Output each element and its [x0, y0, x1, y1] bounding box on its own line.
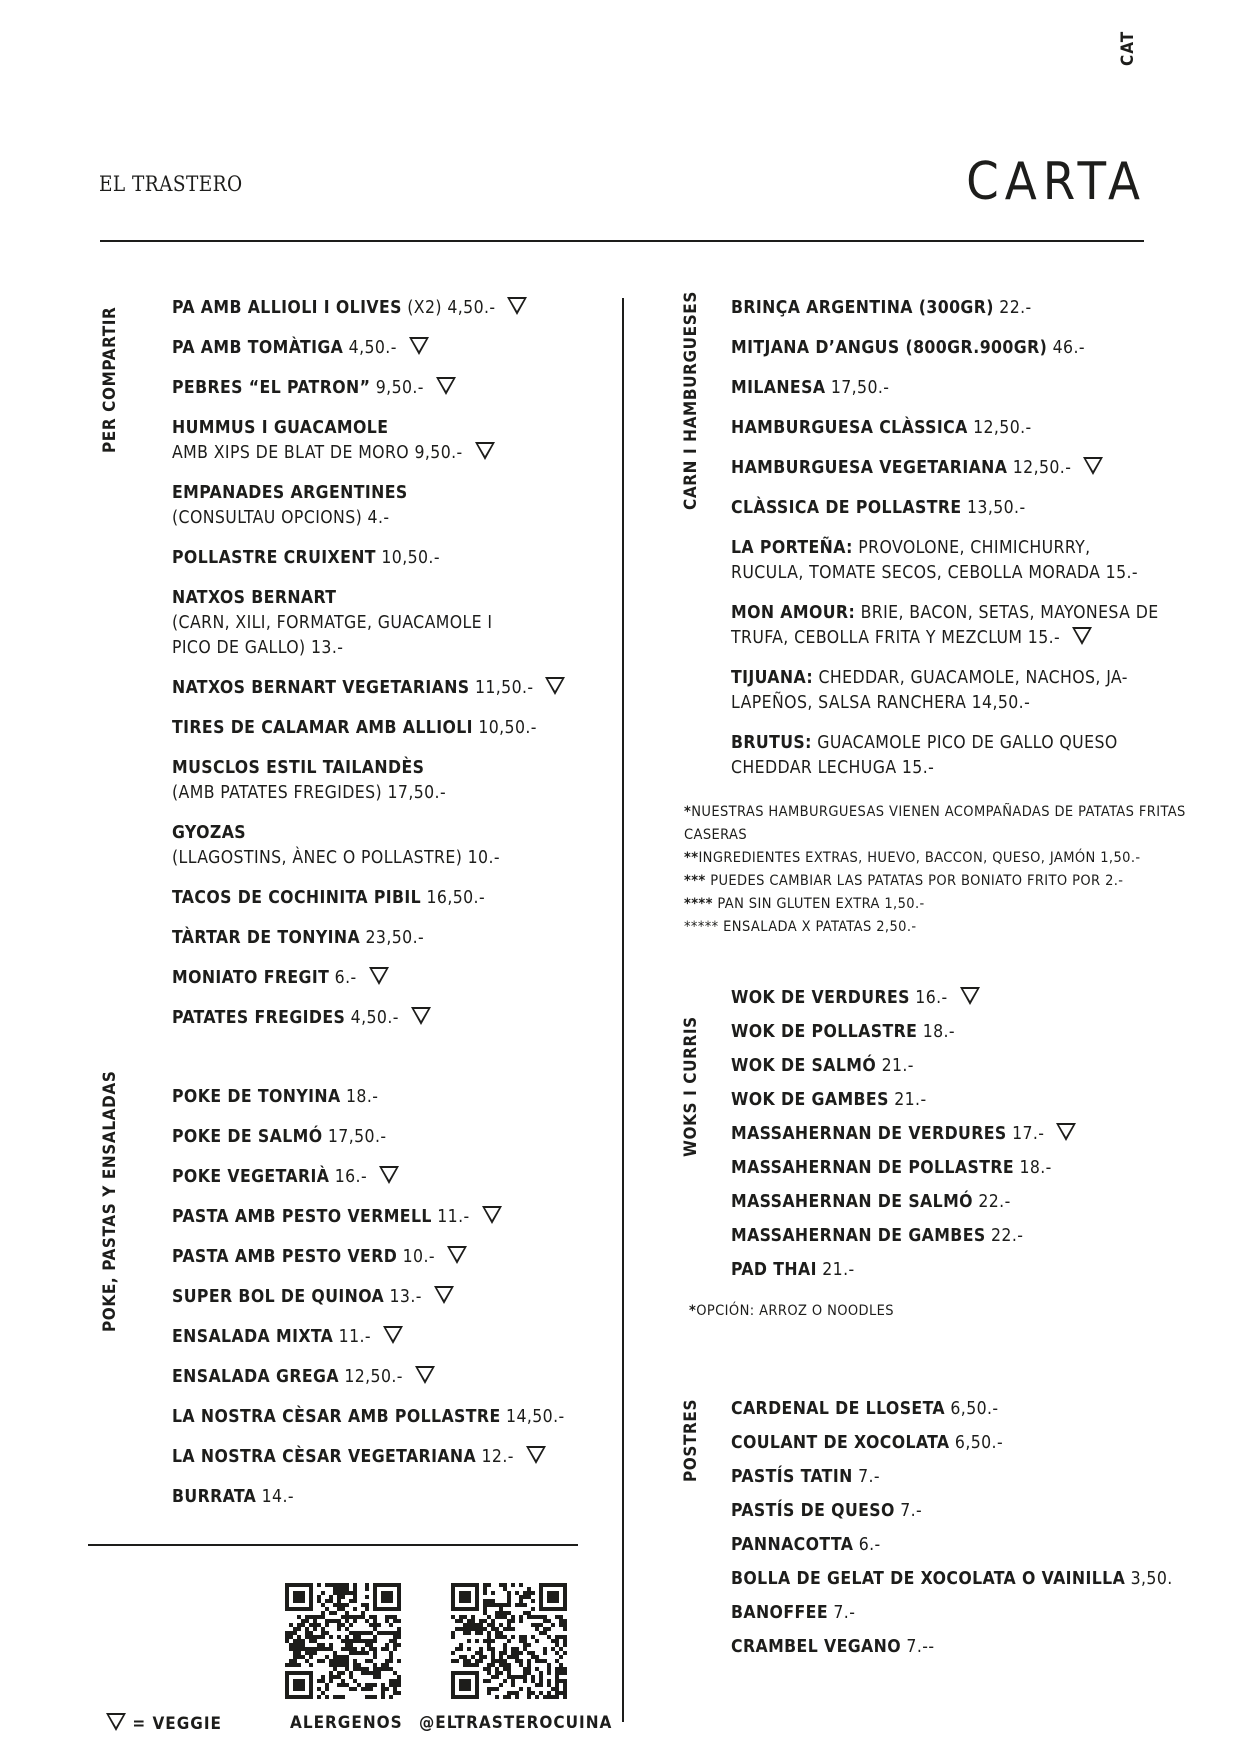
- menu-item: [172, 1006, 565, 1031]
- note-text: INGREDIENTES EXTRAS, HUEVO, BACCON, QUESO, JAMÓN 1,50.-: [698, 850, 1141, 866]
- item-price: 6,50.-: [950, 1399, 999, 1419]
- menu-item: [731, 1499, 1173, 1524]
- note-mark: **: [684, 850, 699, 866]
- menu-item: [172, 821, 565, 871]
- qr-code-allergens[interactable]: [285, 1583, 401, 1699]
- divider-bottom-left: [88, 1544, 578, 1546]
- section-poke: [172, 1085, 565, 1510]
- item-name: WOK DE GAMBES: [731, 1090, 889, 1110]
- veggie-icon: [1056, 1123, 1076, 1141]
- item-name: TIRES DE CALAMAR AMB ALLIOLI: [172, 718, 473, 738]
- item-description: (CARN, XILI, FORMATGE, GUACAMOLE I: [172, 613, 493, 633]
- woks-note: *OPCIÓN: ARROZ O NOODLES: [689, 1303, 894, 1319]
- menu-item: [731, 416, 1159, 441]
- menu-item: [172, 926, 565, 951]
- item-name: TÀRTAR DE TONYINA: [172, 928, 361, 948]
- menu-item: [172, 1245, 565, 1270]
- logo: EL TRASTERO: [99, 172, 243, 196]
- item-price: 23,50.-: [365, 928, 425, 948]
- menu-item: [172, 1365, 565, 1390]
- item-description: LAPEÑOS, SALSA RANCHERA 14,50.-: [731, 693, 1031, 713]
- qr-code-instagram[interactable]: [451, 1583, 567, 1699]
- item-name: PASTA AMB PESTO VERMELL: [172, 1207, 432, 1227]
- item-name: WOK DE SALMÓ: [731, 1056, 877, 1076]
- menu-item: [731, 536, 1159, 586]
- menu-item: [731, 1635, 1173, 1660]
- menu-item: [172, 1205, 565, 1230]
- item-price: 22.-: [999, 298, 1032, 318]
- veggie-icon: [436, 377, 456, 395]
- item-price: 16,50.-: [426, 888, 486, 908]
- allergens-label: ALERGENOS: [290, 1713, 403, 1733]
- item-name: POKE VEGETARIÀ: [172, 1167, 330, 1187]
- menu-item: [172, 1325, 565, 1350]
- note-text: NUESTRAS HAMBURGUESAS VIENEN ACOMPAÑADAS DE PATATAS FRITAS: [691, 804, 1186, 820]
- veggie-icon: [1083, 457, 1103, 475]
- item-name: PAD THAI: [731, 1260, 817, 1280]
- item-price: 21.-: [881, 1056, 914, 1076]
- note-line: [684, 824, 1186, 847]
- item-price: 7.-: [858, 1467, 880, 1487]
- item-name: NATXOS BERNART VEGETARIANS: [172, 678, 470, 698]
- item-description: (CONSULTAU OPCIONS) 4.-: [172, 508, 390, 528]
- item-name: MITJANA D’ANGUS (800GR.900GR): [731, 338, 1048, 358]
- veggie-icon: [507, 297, 527, 315]
- menu-item: [731, 601, 1159, 651]
- item-price: 18.-: [345, 1087, 379, 1107]
- section-label-woks: WOKS I CURRIS: [681, 1016, 701, 1157]
- item-name: TACOS DE COCHINITA PIBIL: [172, 888, 422, 908]
- menu-item: [172, 481, 565, 531]
- menu-item: [731, 1122, 1076, 1147]
- item-price: 11.-: [437, 1207, 470, 1227]
- menu-item: [731, 1156, 1076, 1181]
- section-postres: [731, 1397, 1173, 1660]
- item-price: 13.-: [389, 1287, 422, 1307]
- veggie-icon: [475, 442, 495, 460]
- item-name: SUPER BOL DE QUINOA: [172, 1287, 385, 1307]
- item-description-line: [731, 626, 1159, 651]
- item-name: COULANT DE XOCOLATA: [731, 1433, 950, 1453]
- item-name: HAMBURGUESA CLÀSSICA: [731, 418, 968, 438]
- item-price: 7.-: [900, 1501, 923, 1521]
- section-label-carn: CARN I HAMBURGUESES: [681, 291, 701, 510]
- veggie-icon: [482, 1206, 502, 1224]
- menu-item: [731, 1020, 1076, 1045]
- menu-item: [731, 731, 1159, 781]
- menu-item: [731, 296, 1159, 321]
- item-price: 10,50.-: [478, 718, 537, 738]
- veggie-icon: [383, 1326, 403, 1344]
- veggie-legend-text: = VEGGIE: [132, 1714, 222, 1734]
- menu-item: [731, 496, 1159, 521]
- item-name: GYOZAS: [172, 823, 247, 843]
- veggie-legend: [106, 1713, 222, 1734]
- item-name: MASSAHERNAN DE POLLASTRE: [731, 1158, 1015, 1178]
- item-name: PATATES FREGIDES: [172, 1008, 346, 1028]
- veggie-icon: [434, 1286, 454, 1304]
- item-price: 46.-: [1052, 338, 1085, 358]
- item-description: (LLAGOSTINS, ÀNEC O POLLASTRE) 10.-: [172, 848, 500, 868]
- item-price: 6,50.-: [954, 1433, 1004, 1453]
- page-title: CARTA: [966, 152, 1146, 212]
- item-price: 4,50.-: [348, 338, 397, 358]
- item-price: 18.-: [922, 1022, 955, 1042]
- item-price: 7.-: [833, 1603, 856, 1623]
- item-name: CARDENAL DE LLOSETA: [731, 1399, 945, 1419]
- item-name: WOK DE VERDURES: [731, 988, 910, 1008]
- item-price: 16.-: [915, 988, 948, 1008]
- menu-item: [731, 1054, 1076, 1079]
- item-name: EMPANADES ARGENTINES: [172, 483, 408, 503]
- item-price: 17,50.-: [830, 378, 890, 398]
- menu-item: [172, 716, 565, 741]
- note-line: [684, 893, 1186, 916]
- item-name: LA NOSTRA CÈSAR VEGETARIANA: [172, 1447, 477, 1467]
- item-name: PA AMB ALLIOLI I OLIVES: [172, 298, 402, 318]
- item-name: TIJUANA:: [731, 668, 814, 688]
- note-line: [684, 801, 1186, 824]
- note-text: PAN SIN GLUTEN EXTRA 1,50.-: [712, 896, 925, 912]
- item-price: 12.-: [481, 1447, 514, 1467]
- language-tag-text: CAT: [1118, 30, 1138, 66]
- note-text: ***** ENSALADA X PATATAS 2,50.-: [684, 919, 917, 935]
- item-name: PASTÍS TATIN: [731, 1467, 853, 1487]
- item-name: POKE DE SALMÓ: [172, 1127, 323, 1147]
- menu-item: [731, 1190, 1076, 1215]
- section-woks: [731, 986, 1076, 1283]
- item-price: CHEDDAR, GUACAMOLE, NACHOS, JA-: [818, 668, 1128, 688]
- note-text: CASERAS: [684, 827, 748, 843]
- menu-item: [172, 376, 565, 401]
- menu-item: [731, 986, 1076, 1011]
- item-name: MASSAHERNAN DE SALMÓ: [731, 1192, 973, 1212]
- item-name: LA NOSTRA CÈSAR AMB POLLASTRE: [172, 1407, 501, 1427]
- item-name: WOK DE POLLASTRE: [731, 1022, 918, 1042]
- item-price: 17.-: [1012, 1124, 1045, 1144]
- item-price: 6.-: [334, 968, 357, 988]
- menu-item: [172, 966, 565, 991]
- item-price: PROVOLONE, CHIMICHURRY,: [858, 538, 1091, 558]
- item-price: 18.-: [1019, 1158, 1052, 1178]
- item-name: BANOFFEE: [731, 1603, 828, 1623]
- item-price: 7.--: [906, 1637, 935, 1657]
- item-price: 11,50.-: [474, 678, 534, 698]
- item-price: GUACAMOLE PICO DE GALLO QUESO: [817, 733, 1118, 753]
- menu-item: [731, 1397, 1173, 1422]
- veggie-icon: [415, 1366, 435, 1384]
- menu-item: [172, 1285, 565, 1310]
- item-price: 12,50.-: [1012, 458, 1072, 478]
- veggie-icon: [106, 1713, 126, 1731]
- item-price: 10,50.-: [381, 548, 440, 568]
- item-name: MASSAHERNAN DE GAMBES: [731, 1226, 986, 1246]
- veggie-icon: [379, 1166, 399, 1184]
- section-label-per-compartir: PER COMPARTIR: [100, 306, 120, 453]
- menu-item: [172, 756, 565, 806]
- item-description: (AMB PATATES FREGIDES) 17,50.-: [172, 783, 447, 803]
- note-mark: ***: [684, 873, 706, 889]
- item-name: HUMMUS I GUACAMOLE: [172, 418, 389, 438]
- item-name: LA PORTEÑA:: [731, 538, 853, 558]
- item-price: 22.-: [991, 1226, 1024, 1246]
- item-description-line: [172, 441, 565, 466]
- item-price: 10.-: [402, 1247, 435, 1267]
- divider-top: [100, 240, 1144, 242]
- item-price: 12,50.-: [973, 418, 1032, 438]
- item-price: 9,50.-: [375, 378, 424, 398]
- note-line: [684, 870, 1186, 893]
- item-name: HAMBURGUESA VEGETARIANA: [731, 458, 1008, 478]
- note-text: PUEDES CAMBIAR LAS PATATAS POR BONIATO FRITO POR 2.-: [705, 873, 1124, 889]
- menu-item: [172, 886, 565, 911]
- burger-notes: [684, 801, 1186, 939]
- menu-item: [731, 1567, 1173, 1592]
- item-name: CRAMBEL VEGANO: [731, 1637, 902, 1657]
- divider-vertical: [622, 298, 624, 1722]
- menu-item: [172, 586, 565, 661]
- menu-item: [172, 546, 565, 571]
- menu-item: [172, 296, 565, 321]
- menu-item: [731, 336, 1159, 361]
- veggie-icon: [409, 337, 429, 355]
- section-per-compartir: [172, 296, 565, 1031]
- menu-item: [731, 456, 1159, 481]
- item-price: 21.-: [822, 1260, 855, 1280]
- item-price: 17,50.-: [327, 1127, 387, 1147]
- item-name: MON AMOUR:: [731, 603, 856, 623]
- item-price: 12,50.-: [344, 1367, 403, 1387]
- menu-item: [731, 376, 1159, 401]
- menu-item: [172, 1485, 565, 1510]
- item-name: BURRATA: [172, 1487, 257, 1507]
- item-name: NATXOS BERNART: [172, 588, 337, 608]
- item-name: BOLLA DE GELAT DE XOCOLATA O VAINILLA: [731, 1569, 1126, 1589]
- item-name: PA AMB TOMÀTIGA: [172, 338, 344, 358]
- menu-item: [731, 666, 1159, 716]
- item-name: PASTA AMB PESTO VERD: [172, 1247, 398, 1267]
- item-price: (X2) 4,50.-: [407, 298, 496, 318]
- language-tag: [1118, 32, 1158, 72]
- menu-item: [731, 1258, 1076, 1283]
- item-price: 16.-: [334, 1167, 368, 1187]
- menu-item: [172, 676, 565, 701]
- item-name: ENSALADA MIXTA: [172, 1327, 334, 1347]
- instagram-handle[interactable]: @ELTRASTEROCUINA: [419, 1713, 613, 1733]
- item-name: PANNACOTTA: [731, 1535, 854, 1555]
- menu-item: [172, 1445, 565, 1470]
- item-name: BRINÇA ARGENTINA (300GR): [731, 298, 994, 318]
- menu-item: [172, 1125, 565, 1150]
- item-price: 6.-: [858, 1535, 881, 1555]
- menu-item: [731, 1601, 1173, 1626]
- menu-item: [731, 1431, 1173, 1456]
- item-description: TRUFA, CEBOLLA FRITA Y MEZCLUM 15.-: [731, 628, 1061, 648]
- menu-item: [731, 1465, 1173, 1490]
- menu-item: [172, 416, 565, 466]
- item-description: AMB XIPS DE BLAT DE MORO 9,50.-: [172, 443, 463, 463]
- veggie-icon: [411, 1007, 431, 1025]
- menu-item: [731, 1088, 1076, 1113]
- menu-item: [731, 1224, 1076, 1249]
- menu-item: [172, 1085, 565, 1110]
- menu-item: [172, 1405, 565, 1430]
- menu-item: [172, 336, 565, 361]
- note-line: [684, 847, 1186, 870]
- item-price: 21.-: [894, 1090, 927, 1110]
- veggie-icon: [369, 967, 389, 985]
- veggie-icon: [960, 987, 980, 1005]
- item-price: 22.-: [978, 1192, 1011, 1212]
- item-name: BRUTUS:: [731, 733, 812, 753]
- item-description: RUCULA, TOMATE SECOS, CEBOLLA MORADA 15.-: [731, 563, 1138, 583]
- item-price: 3,50.: [1130, 1569, 1173, 1589]
- section-label-poke: POKE, PASTAS Y ENSALADAS: [100, 1070, 120, 1332]
- item-name: CLÀSSICA DE POLLASTRE: [731, 498, 962, 518]
- item-price: 14,50.-: [506, 1407, 565, 1427]
- item-description: PICO DE GALLO) 13.-: [172, 638, 344, 658]
- note-mark: ****: [684, 896, 713, 912]
- item-price: 4,50.-: [350, 1008, 399, 1028]
- item-price: 13,50.-: [966, 498, 1026, 518]
- note-line: [684, 916, 1186, 939]
- section-carn: [731, 296, 1159, 781]
- veggie-icon: [526, 1446, 546, 1464]
- item-name: PEBRES “EL PATRON”: [172, 378, 371, 398]
- item-name: MONIATO FREGIT: [172, 968, 330, 988]
- section-label-postres: POSTRES: [681, 1398, 701, 1482]
- item-price: 11.-: [338, 1327, 371, 1347]
- item-description: CHEDDAR LECHUGA 15.-: [731, 758, 935, 778]
- item-name: MUSCLOS ESTIL TAILANDÈS: [172, 758, 425, 778]
- veggie-icon: [545, 677, 565, 695]
- item-name: MILANESA: [731, 378, 826, 398]
- note-mark: *: [684, 804, 692, 820]
- veggie-icon: [1072, 627, 1092, 645]
- item-price: BRIE, BACON, SETAS, MAYONESA DE: [860, 603, 1159, 623]
- item-name: MASSAHERNAN DE VERDURES: [731, 1124, 1007, 1144]
- item-name: ENSALADA GREGA: [172, 1367, 339, 1387]
- item-name: POKE DE TONYINA: [172, 1087, 341, 1107]
- item-name: PASTÍS DE QUESO: [731, 1501, 895, 1521]
- menu-item: [731, 1533, 1173, 1558]
- menu-item: [172, 1165, 565, 1190]
- veggie-icon: [447, 1246, 467, 1264]
- item-name: POLLASTRE CRUIXENT: [172, 548, 376, 568]
- item-price: 14.-: [261, 1487, 294, 1507]
